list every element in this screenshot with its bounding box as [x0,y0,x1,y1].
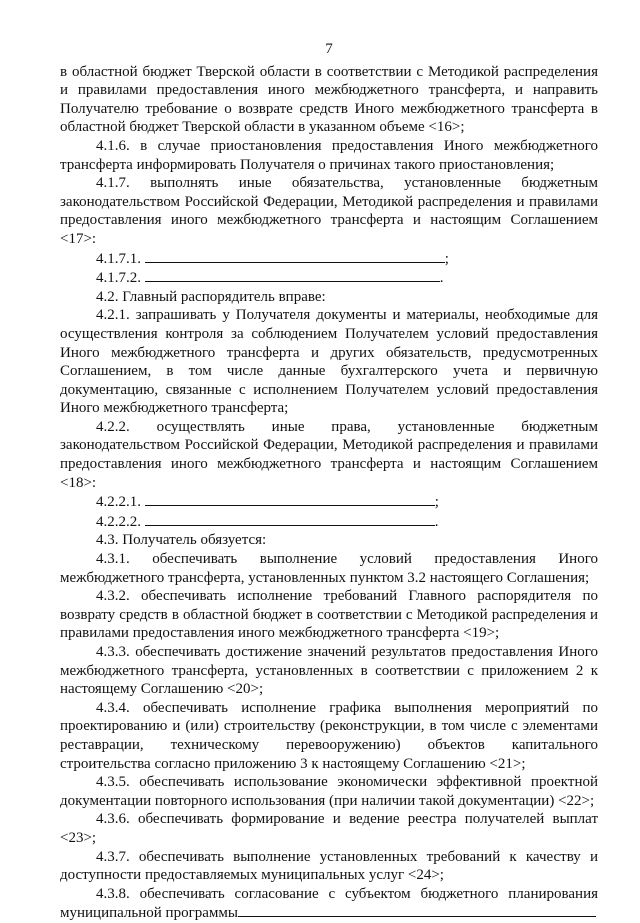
paragraph-4-3-7: 4.3.7. обеспечивать выполнение установленных требований к качеству и доступности предоставляемых муниципальных услуг <24>; [60,848,598,884]
fill-line-label: 4.1.7.2. [96,270,141,287]
paragraph-4-1-7: 4.1.7. выполнять иные обязательства, установленные бюджетным законодательством Российской Федерации, Методикой распределения и правилами предоставления иного межбюджетного трансферта и настоящим Соглашением <17>: [60,175,598,247]
paragraph-4-3-2: 4.3.2. обеспечивать исполнение требований Главного распорядителя по возврату средств в областной бюджет в соответствии с Методикой распределения и правилами предоставления иного межбюджетного трансферта <19>; [60,588,598,642]
fill-line-end: ; [434,494,439,511]
fill-line-4-1-7-2 [60,268,598,288]
fill-line-label: 4.2.2.2. [96,513,141,530]
fill-line-label: 4.1.7.1. [96,250,141,267]
fill-line-end: . [439,270,444,287]
paragraph-4-3-6: 4.3.6. обеспечивать формирование и ведение реестра получателей выплат <23>; [60,811,598,846]
fill-line-end: . [434,513,439,530]
paragraph-4-3-5: 4.3.5. обеспечивать использование экономически эффективной проектной документации повторного использования (при наличии такой документации) <22>; [60,774,598,809]
fill-line-4-1-7-1 [60,249,598,269]
paragraph-text: 4.3.8. обеспечивать согласование с субъектом бюджетного планирования муниципальной программы [60,885,598,922]
fill-line-4-2-2-1 [60,492,598,512]
paragraph-4-3-3: 4.3.3. обеспечивать достижение значений результатов предоставления Иного межбюджетного трансферта, установленных в соответствии с приложением 2 к настоящему Соглашению <20>; [60,644,598,698]
paragraph-4-3-1: 4.3.1. обеспечивать выполнение условий предоставления Иного межбюджетного трансферта, установленных пунктом 3.2 настоящего Соглашения; [60,551,598,586]
blank-underline [145,249,445,263]
paragraph-4-2: 4.2. Главный распорядитель вправе: [96,288,326,305]
paragraph-4-1-6: 4.1.6. в случае приостановления предоставления Иного межбюджетного трансферта информировать Получателя о причинах такого приостановления; [60,137,598,173]
page-number: 7 [325,41,333,57]
fill-line-label: 4.2.2.1. [96,494,141,511]
fill-line-4-2-2-2 [60,512,598,532]
blank-underline [145,268,440,282]
blank-underline [238,903,596,917]
blank-underline [145,512,435,526]
blank-underline [145,492,435,506]
paragraph-4-3-8 [60,885,598,923]
paragraph-4-2-1: 4.2.1. запрашивать у Получателя документы и материалы, необходимые для осуществления контроля за соблюдением Получателем условий предоставления Иного межбюджетного трансферта и других обязательств, предусмотренных Соглашением, в том числе данные бухгалтерского учета и первичную документацию, связанные с исполнением Получателем условий предоставления Иного межбюджетного трансферта; [60,307,598,417]
paragraph-4-2-2: 4.2.2. осуществлять иные права, установленные бюджетным законодательством Российской Федерации, Методикой распределения и правилами предоставления иного межбюджетного трансферта и настоящим Соглашением <18>: [60,418,598,491]
paragraph-return-requirement: в областной бюджет Тверской области в соответствии с Методикой распределения и правилами предоставления иного межбюджетного трансферта, и направить Получателю требование о возврате средств Иного межбюджетного трансферта в областной бюджет Тверской области в указанном объеме <16>; [60,63,598,136]
paragraph-4-3: 4.3. Получатель обязуется: [96,532,267,549]
fill-line-end: ; [444,250,449,267]
paragraph-4-3-4: 4.3.4. обеспечивать исполнение графика выполнения мероприятий по проектированию и (или) строительству (реконструкции, в том числе с элементами реставрации, техническому перевооружению) объектов капитального строительства согласно приложению 3 к настоящему Соглашению <21>; [60,699,598,772]
